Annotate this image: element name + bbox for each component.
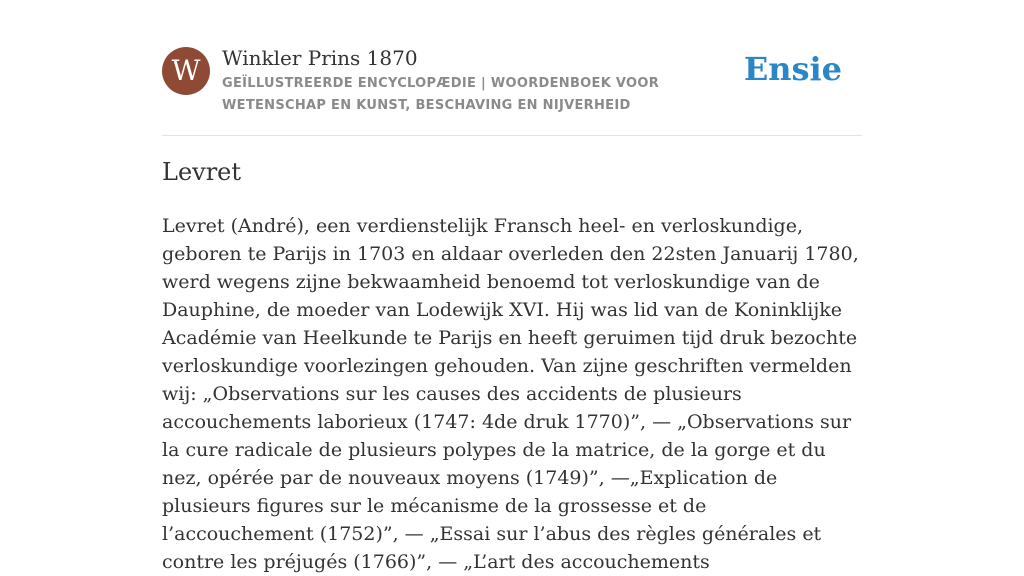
avatar: W (162, 47, 210, 95)
header (162, 44, 862, 136)
source-title[interactable]: Winkler Prins 1870 (222, 46, 418, 70)
divider (162, 135, 862, 136)
brand-logo-link[interactable]: Ensie (743, 50, 842, 88)
entry-title: Levret (162, 158, 242, 186)
source-subtitle: GEÏLLUSTREERDE ENCYCLOPÆDIE | WOORDENBOEK VOOR WETENSCHAP EN KUNST, BESCHAVING EN NIJVERHEID (222, 76, 660, 113)
entry-body: Levret (André), een verdienstelijk Fransch heel- en verloskundige, geboren te Parijs in 1703 en aldaar overleden den 22sten Januarij 1780, werd wegens zijne bekwaamheid benoemd tot verloskundige van de Dauphine, de moeder van Lodewijk XVI. Hij was lid van de Koninklijke Académie van Heelkunde te Parijs en heeft geruimen tijd druk bezochte verloskundige voorlezingen gehouden. Van zijne geschriften vermelden wij: „Observations sur les causes des accidents de plusieurs accouchements laborieux (1747: 4de druk 1770)”, — „Observations sur la cure radicale de plusieurs polypes de la matrice, de la gorge et du nez, opérée par de nouveaux moyens (1749)”, —„Explication de plusieurs figures sur le mécanisme de la grossesse et de l’accouchement (1752)”, — „Essai sur l’abus des règles générales et contre les préjugés (1766)”, — „L’art des accouchements (162, 215, 859, 573)
